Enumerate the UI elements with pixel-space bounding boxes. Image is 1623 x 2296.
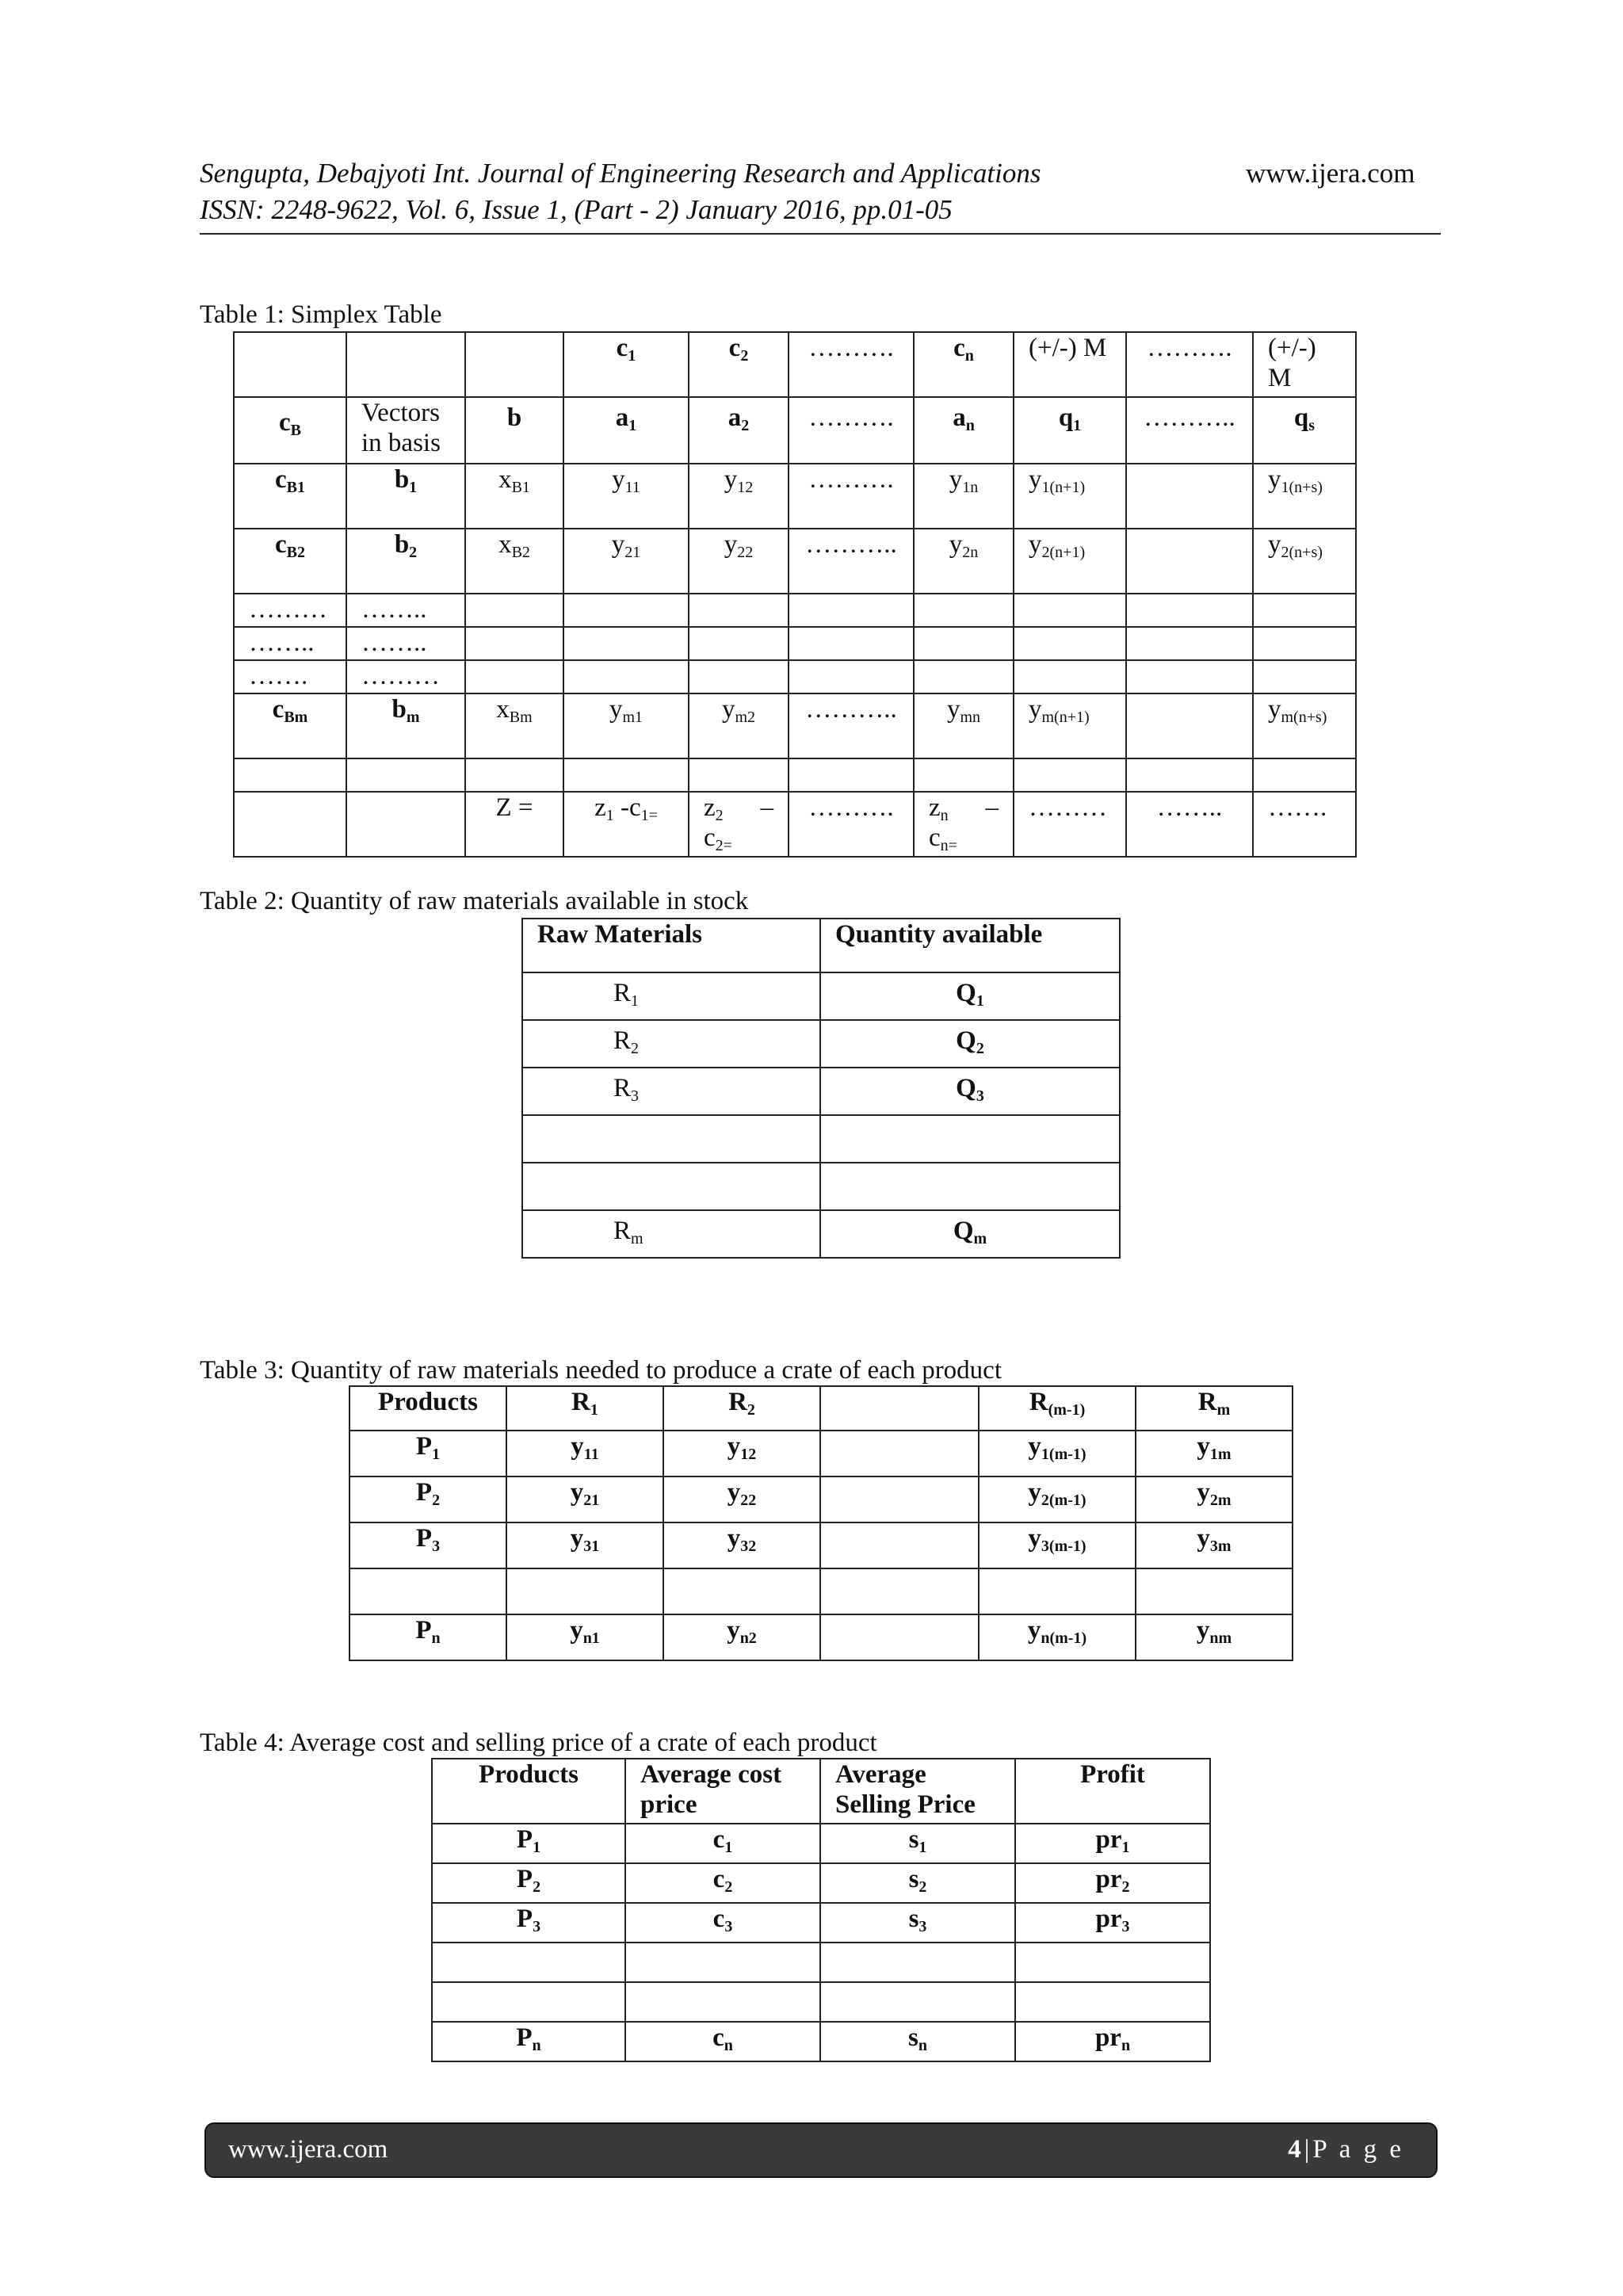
footer-website: www.ijera.com xyxy=(228,2135,388,2164)
table-cell: $c_n$ xyxy=(914,332,1014,397)
table-row xyxy=(522,919,1120,972)
table-cell xyxy=(234,758,346,792)
table-cell: $y_{3m}$ xyxy=(1136,1522,1293,1568)
table-cell: $s_2$ xyxy=(820,1863,1015,1903)
table-cell: $Q_2$ xyxy=(820,1020,1120,1068)
table-cell: $y_{1(n+s)}$ xyxy=(1253,464,1356,529)
table-header: $R_m$ xyxy=(1136,1386,1293,1431)
citation-line-2: ISSN: 2248-9622, Vol. 6, Issue 1, (Part - 2) January 2016, pp.01-05 xyxy=(200,194,953,225)
table-row xyxy=(522,1163,1120,1210)
table-row xyxy=(432,1863,1210,1903)
table-row xyxy=(234,529,1356,594)
table-cell: $y_{n1}$ xyxy=(506,1614,663,1660)
table-cell xyxy=(820,1568,979,1614)
table-row xyxy=(234,792,1356,857)
table-cell: $s_3$ xyxy=(820,1903,1015,1943)
table-row xyxy=(234,332,1356,397)
table-cell: $Q_1$ xyxy=(820,972,1120,1020)
table-cell xyxy=(465,594,563,627)
table-cell xyxy=(689,627,789,660)
table-cell xyxy=(1253,594,1356,627)
table-cell: ……… xyxy=(1014,792,1126,857)
table-cell: $c_1$ xyxy=(625,1824,820,1863)
table-header: $R_2$ xyxy=(663,1386,820,1431)
table-cell xyxy=(465,332,563,397)
table-cell: $y_{22}$ xyxy=(663,1477,820,1522)
table-cell: $R_1$ xyxy=(522,972,820,1020)
table-cell: $a_1$ xyxy=(563,397,689,464)
table-cell: $P_1$ xyxy=(349,1431,506,1477)
table-cell: $c_1$ xyxy=(563,332,689,397)
table-cell xyxy=(346,758,465,792)
table-cell xyxy=(1126,529,1253,594)
table-cell: $pr_2$ xyxy=(1015,1863,1210,1903)
table-cell: $P_3$ xyxy=(432,1903,625,1943)
table-row xyxy=(432,2022,1210,2061)
table-cell: $y_{2(m-1)}$ xyxy=(979,1477,1136,1522)
table-cell: …….. xyxy=(234,627,346,660)
citation-line-1: Sengupta, Debajyoti Int. Journal of Engineering Research and Applications xyxy=(200,158,1041,189)
table-cell xyxy=(432,1943,625,1982)
table-cell: $y_{1n}$ xyxy=(914,464,1014,529)
table-header: $R_{(m-1)}$ xyxy=(979,1386,1136,1431)
table-header: Average Selling Price xyxy=(820,1759,1015,1824)
table-row xyxy=(234,758,1356,792)
table-cell xyxy=(689,660,789,693)
table-cell: $R_m$ xyxy=(522,1210,820,1258)
table-cell xyxy=(663,1568,820,1614)
table-cell xyxy=(789,627,914,660)
table-cell: Vectors in basis xyxy=(346,397,465,464)
table-cell xyxy=(346,332,465,397)
table-cell: $y_{1(m-1)}$ xyxy=(979,1431,1136,1477)
table-cell xyxy=(789,594,914,627)
table-cell xyxy=(820,1982,1015,2022)
table-row xyxy=(522,1210,1120,1258)
table-cell xyxy=(563,758,689,792)
table-cell: (+/-) M xyxy=(1014,332,1126,397)
table-header: Products xyxy=(349,1386,506,1431)
journal-citation xyxy=(200,155,1041,228)
table-cell: $y_{m(n+s)}$ xyxy=(1253,693,1356,758)
table-row xyxy=(234,627,1356,660)
table-cell xyxy=(1126,693,1253,758)
table-cell: $y_{1(n+1)}$ xyxy=(1014,464,1126,529)
table-cell xyxy=(1015,1982,1210,2022)
table-cell: $y_{m(n+1)}$ xyxy=(1014,693,1126,758)
table-cell xyxy=(465,660,563,693)
raw-materials-per-crate-table xyxy=(349,1385,1293,1661)
table-cell: $x_{B1}$ xyxy=(465,464,563,529)
table-cell xyxy=(1126,627,1253,660)
table-cell: $y_{11}$ xyxy=(506,1431,663,1477)
table-cell xyxy=(234,332,346,397)
table-cell: ……. xyxy=(234,660,346,693)
table-header: Products xyxy=(432,1759,625,1824)
table-cell xyxy=(1253,660,1356,693)
table-cell xyxy=(820,1163,1120,1210)
table-cell: $s_n$ xyxy=(820,2022,1015,2061)
table-cell: $q_1$ xyxy=(1014,397,1126,464)
table-cell: $P_2$ xyxy=(349,1477,506,1522)
table-cell: b xyxy=(465,397,563,464)
table-cell xyxy=(1014,594,1126,627)
table-row xyxy=(432,1903,1210,1943)
table-cell: $y_{2m}$ xyxy=(1136,1477,1293,1522)
table-row xyxy=(234,693,1356,758)
table-cell: ………. xyxy=(789,397,914,464)
table-cell xyxy=(465,758,563,792)
table-cell: $y_{22}$ xyxy=(689,529,789,594)
cost-selling-price-table xyxy=(431,1758,1211,2062)
table-cell: $y_{12}$ xyxy=(689,464,789,529)
table-cell xyxy=(625,1982,820,2022)
table-cell xyxy=(1015,1943,1210,1982)
table-cell xyxy=(689,594,789,627)
table-header: Raw Materials xyxy=(522,919,820,972)
table-cell: ………. xyxy=(1126,332,1253,397)
table-row xyxy=(522,1068,1120,1115)
header-divider xyxy=(200,233,1441,235)
table-cell: (+/-) M xyxy=(1253,332,1356,397)
table-cell: $R_2$ xyxy=(522,1020,820,1068)
table-row xyxy=(522,972,1120,1020)
table-cell xyxy=(914,627,1014,660)
table-row xyxy=(349,1431,1293,1477)
table-header: Quantity available xyxy=(820,919,1120,972)
table-row xyxy=(522,1115,1120,1163)
table-cell: ………. xyxy=(789,464,914,529)
table-row xyxy=(349,1614,1293,1660)
table-cell: ………. xyxy=(789,332,914,397)
table4-caption: Table 4: Average cost and selling price of a crate of each product xyxy=(200,1729,877,1757)
header-website: www.ijera.com xyxy=(1246,158,1415,189)
table-cell xyxy=(914,594,1014,627)
table-cell: $c_2$ xyxy=(689,332,789,397)
table-cell: $c_B$ xyxy=(234,397,346,464)
simplex-table xyxy=(233,331,1357,858)
table-row xyxy=(349,1386,1293,1431)
table-cell xyxy=(346,792,465,857)
table-cell: …….. xyxy=(346,627,465,660)
table-cell: $y_{1m}$ xyxy=(1136,1431,1293,1477)
table-cell xyxy=(465,627,563,660)
table-row xyxy=(349,1477,1293,1522)
table-cell: $Q_3$ xyxy=(820,1068,1120,1115)
table-cell: $z_1$ $-c_{1=}$ xyxy=(563,792,689,857)
table-cell: $y_{31}$ xyxy=(506,1522,663,1568)
table-cell: $y_{m1}$ xyxy=(563,693,689,758)
table-cell xyxy=(789,758,914,792)
table-cell: $c_2$ xyxy=(625,1863,820,1903)
table-row xyxy=(349,1522,1293,1568)
table2-caption: Table 2: Quantity of raw materials available in stock xyxy=(200,887,749,915)
table-cell xyxy=(522,1163,820,1210)
table-cell xyxy=(432,1982,625,2022)
table-cell: $c_n$ xyxy=(625,2022,820,2061)
table-cell: $x_{B2}$ xyxy=(465,529,563,594)
table-cell: $c_{Bm}$ xyxy=(234,693,346,758)
table-cell: $x_{Bm}$ xyxy=(465,693,563,758)
table-cell: ……….. xyxy=(789,529,914,594)
table-cell: $y_{3(m-1)}$ xyxy=(979,1522,1136,1568)
table-header: Profit xyxy=(1015,1759,1210,1824)
table-cell xyxy=(820,1477,979,1522)
table-cell xyxy=(979,1568,1136,1614)
table-cell: $c_{B2}$ xyxy=(234,529,346,594)
table-cell: ………. xyxy=(789,792,914,857)
table-row xyxy=(432,1824,1210,1863)
table-cell: $y_{21}$ xyxy=(563,529,689,594)
table-cell xyxy=(820,1614,979,1660)
table-cell: $R_3$ xyxy=(522,1068,820,1115)
table-cell: $y_{n(m-1)}$ xyxy=(979,1614,1136,1660)
table-cell: $y_{nm}$ xyxy=(1136,1614,1293,1660)
table-cell: $y_{32}$ xyxy=(663,1522,820,1568)
table-cell: …….. xyxy=(1126,792,1253,857)
table-row xyxy=(349,1568,1293,1614)
table-cell xyxy=(914,660,1014,693)
raw-materials-stock-table xyxy=(521,918,1121,1259)
table-cell: $c_3$ xyxy=(625,1903,820,1943)
table-cell: ……… xyxy=(234,594,346,627)
table-cell: $y_{2(n+s)}$ xyxy=(1253,529,1356,594)
table-cell: $Q_m$ xyxy=(820,1210,1120,1258)
table-row xyxy=(234,594,1356,627)
table-cell: $y_{11}$ xyxy=(563,464,689,529)
table-cell xyxy=(820,1431,979,1477)
table-cell: $pr_3$ xyxy=(1015,1903,1210,1943)
table1-caption: Table 1: Simplex Table xyxy=(200,300,442,329)
table-cell xyxy=(1136,1568,1293,1614)
page-number: 4|P a g e xyxy=(1288,2135,1404,2164)
table-header xyxy=(820,1386,979,1431)
table-cell: $pr_n$ xyxy=(1015,2022,1210,2061)
table-cell xyxy=(1014,660,1126,693)
table-cell xyxy=(789,660,914,693)
table-cell xyxy=(820,1943,1015,1982)
table-row xyxy=(432,1982,1210,2022)
table-header: $R_1$ xyxy=(506,1386,663,1431)
table-row xyxy=(234,660,1356,693)
table-cell: $P_1$ xyxy=(432,1824,625,1863)
table-cell xyxy=(1126,464,1253,529)
table-row xyxy=(234,397,1356,464)
table-cell: ……….. xyxy=(1126,397,1253,464)
table-cell: $b_2$ xyxy=(346,529,465,594)
table-cell xyxy=(820,1522,979,1568)
table-row xyxy=(432,1759,1210,1824)
table-cell xyxy=(1126,758,1253,792)
table-cell: $pr_1$ xyxy=(1015,1824,1210,1863)
table-row xyxy=(234,464,1356,529)
table-cell: $s_1$ xyxy=(820,1824,1015,1863)
table-cell xyxy=(820,1115,1120,1163)
table-cell: $y_{n2}$ xyxy=(663,1614,820,1660)
table-cell xyxy=(625,1943,820,1982)
table-cell xyxy=(563,660,689,693)
table-cell xyxy=(1253,627,1356,660)
table-cell xyxy=(914,758,1014,792)
table-cell xyxy=(522,1115,820,1163)
table-cell xyxy=(349,1568,506,1614)
table-cell xyxy=(1014,627,1126,660)
table-cell xyxy=(234,792,346,857)
table-cell: $z_2$ – $c_{2=}$ xyxy=(689,792,789,857)
table-cell: ……….. xyxy=(789,693,914,758)
table-cell: $b_1$ xyxy=(346,464,465,529)
table3-caption: Table 3: Quantity of raw materials needed to produce a crate of each product xyxy=(200,1356,1002,1385)
table-row xyxy=(522,1020,1120,1068)
table-cell: $y_{2n}$ xyxy=(914,529,1014,594)
table-cell: ……. xyxy=(1253,792,1356,857)
table-cell: $c_{B1}$ xyxy=(234,464,346,529)
table-cell: $P_n$ xyxy=(432,2022,625,2061)
table-cell: $P_2$ xyxy=(432,1863,625,1903)
table-cell: $y_{12}$ xyxy=(663,1431,820,1477)
table-cell: Z = xyxy=(465,792,563,857)
table-cell xyxy=(1126,660,1253,693)
table-row xyxy=(432,1943,1210,1982)
table-cell: $y_{m2}$ xyxy=(689,693,789,758)
table-cell: $P_n$ xyxy=(349,1614,506,1660)
table-cell xyxy=(689,758,789,792)
table-cell xyxy=(506,1568,663,1614)
table-cell: $a_n$ xyxy=(914,397,1014,464)
table-cell: …….. xyxy=(346,594,465,627)
table-cell: $q_s$ xyxy=(1253,397,1356,464)
table-cell xyxy=(1126,594,1253,627)
table-cell: $y_{mn}$ xyxy=(914,693,1014,758)
table-cell xyxy=(563,594,689,627)
table-cell xyxy=(1014,758,1126,792)
table-cell: $b_m$ xyxy=(346,693,465,758)
table-cell: $y_{21}$ xyxy=(506,1477,663,1522)
table-cell: $y_{2(n+1)}$ xyxy=(1014,529,1126,594)
table-cell: ……… xyxy=(346,660,465,693)
table-cell: $P_3$ xyxy=(349,1522,506,1568)
table-cell: $z_n$ – $c_{n=}$ xyxy=(914,792,1014,857)
table-cell: $a_2$ xyxy=(689,397,789,464)
table-header: Average cost price xyxy=(625,1759,820,1824)
page-footer xyxy=(206,2124,1436,2176)
table-cell xyxy=(1253,758,1356,792)
table-cell xyxy=(563,627,689,660)
